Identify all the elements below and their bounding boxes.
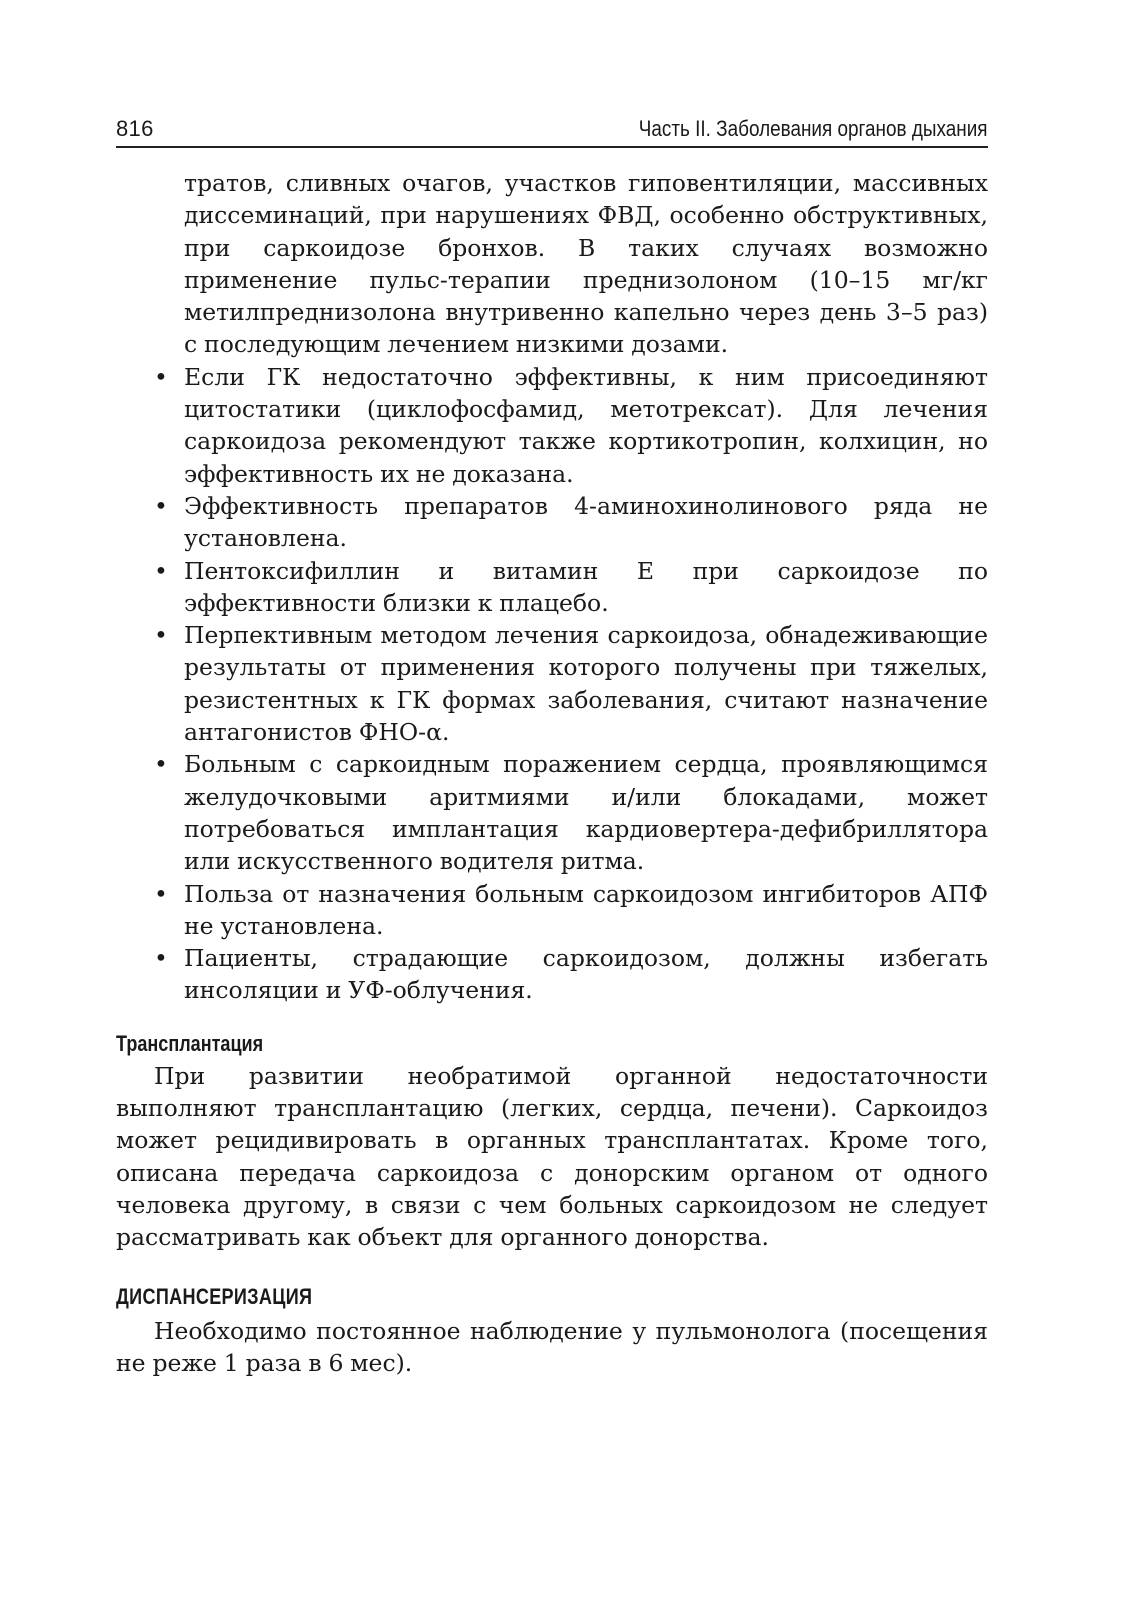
bullet-icon: • bbox=[154, 879, 168, 908]
bullet-icon: • bbox=[154, 750, 168, 779]
dispensary-paragraph: Необходимо постоянное наблюдение у пульмонолога (посещения не реже 1 раза в 6 мес). bbox=[116, 1316, 988, 1377]
dispensary-heading: ДИСПАНСЕРИЗАЦИЯ bbox=[116, 1283, 313, 1309]
continuation-paragraph: тратов, сливных очагов, участков гиповентиляции, массивных диссеминаций, при нарушениях ФВД, особенно обструктивных, при саркоидозе бронхов. В таких случаях возможно применение пульс-терапии преднизолоном (10–15 мг/кг метилпреднизолона внутривенно капельно через день 3–5 раз) с последующим лечением низкими дозами. bbox=[184, 169, 988, 359]
bullet-text: Эффективность препаратов 4-аминохинолинового ряда не установлена. bbox=[184, 491, 988, 553]
bullet-text: Больным с саркоидным поражением сердца, проявляющимся желудочковыми аритмиями и/или блокадами, может потребоваться имплантация кардиовертера-дефибриллятора или искусственного водителя ритма. bbox=[184, 750, 988, 876]
page-body bbox=[116, 167, 988, 1379]
bullet-icon: • bbox=[154, 556, 168, 585]
transplant-heading: Трансплантация bbox=[116, 1030, 264, 1056]
bullet-icon: • bbox=[154, 362, 168, 391]
list-item bbox=[116, 490, 988, 555]
page-number: 816 bbox=[116, 116, 154, 141]
bullet-icon: • bbox=[154, 621, 168, 650]
list-item bbox=[116, 942, 988, 1007]
bullet-text: Перпективным методом лечения саркоидоза, обнадеживающие результаты от применения которого получены при тяжелых, резистентных к ГК формах заболевания, считают назначение антагонистов ФНО-α. bbox=[184, 621, 988, 747]
bullet-text: Пациенты, страдающие саркоидозом, должны избегать инсоляции и УФ-облучения. bbox=[184, 944, 988, 1005]
list-item bbox=[116, 878, 988, 943]
list-item bbox=[116, 619, 988, 748]
bullet-text: Польза от назначения больным саркоидозом ингибиторов АПФ не установлена. bbox=[184, 879, 988, 940]
page-header bbox=[116, 110, 988, 148]
running-title: Часть II. Заболевания органов дыхания bbox=[639, 116, 988, 141]
bullet-text: Если ГК недостаточно эффективны, к ним присоединяют цитостатики (циклофосфамид, метотрексат). Для лечения саркоидоза рекомендуют также кортикотропин, колхицин, но эффективность их не доказана. bbox=[184, 362, 988, 488]
transplant-paragraph: При развитии необратимой органной недостаточности выполняют трансплантацию (легких, сердца, печени). Саркоидоз может рецидивировать в органных трансплантатах. Кроме того, описана передача саркоидоза с донорским органом от одного человека другому, в связи с чем больных саркоидозом не следует рассматривать как объект для органного донорства. bbox=[116, 1061, 988, 1252]
bullet-icon: • bbox=[154, 491, 168, 520]
bullet-list bbox=[116, 361, 988, 1007]
list-item bbox=[116, 748, 988, 877]
bullet-icon: • bbox=[154, 944, 168, 973]
list-item bbox=[116, 555, 988, 620]
list-item bbox=[116, 361, 988, 490]
bullet-text: Пентоксифиллин и витамин Е при саркоидозе по эффективности близки к плацебо. bbox=[184, 556, 988, 617]
